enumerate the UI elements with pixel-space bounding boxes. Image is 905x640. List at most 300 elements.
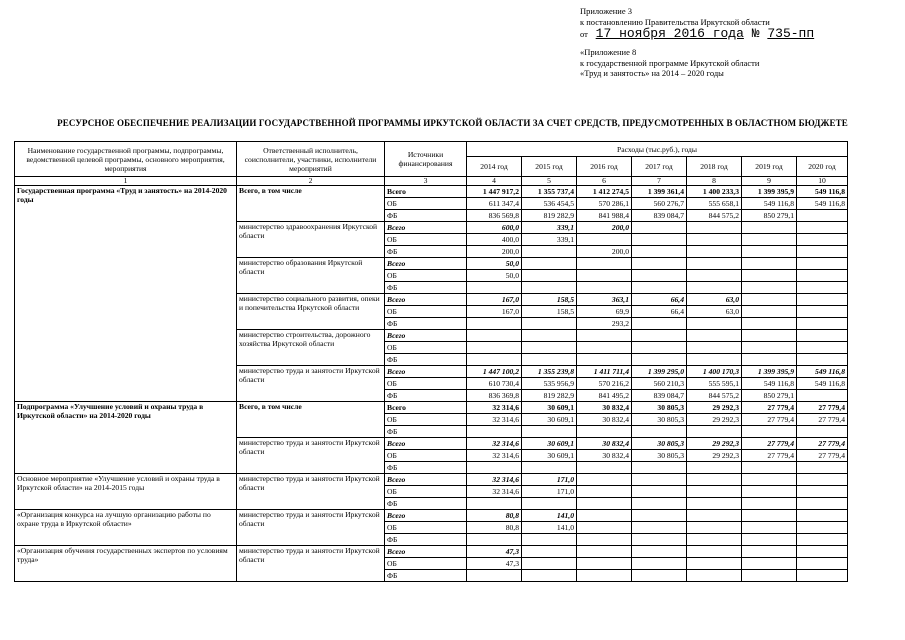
year-header: 2014 год [467,157,522,177]
table-row [15,510,848,522]
amount-cell: 819 282,9 [522,210,577,222]
program-name-cell: Государственная программа «Труд и занятость» на 2014-2020 годы [15,186,237,402]
source-cell: ОБ [385,522,467,534]
executor-cell: министерство здравоохранения Иркутской области [237,222,385,258]
amount-cell [687,486,742,498]
amount-cell: 1 399 395,9 [742,186,797,198]
amount-cell [687,258,742,270]
amount-cell: 841 495,2 [577,390,632,402]
amount-cell [632,222,687,234]
amount-cell [797,258,848,270]
amount-cell [577,270,632,282]
amount-cell: 27 779,4 [797,438,848,450]
amount-cell [632,462,687,474]
amount-cell [797,210,848,222]
amount-cell [522,270,577,282]
amount-cell: 27 779,4 [797,402,848,414]
amount-cell [577,342,632,354]
program-name-cell: «Организация конкурса на лучшую организацию работы по охране труда в Иркутской области» [15,510,237,546]
amount-cell [742,246,797,258]
amount-cell [577,330,632,342]
amount-cell: 32 314,6 [467,486,522,498]
amount-cell [577,534,632,546]
source-cell: Всего [385,366,467,378]
year-header: 2016 год [577,157,632,177]
amount-cell [577,522,632,534]
executor-cell: Всего, в том числе [237,402,385,438]
program-name-cell: «Организация обучения государственных экспертов по условиям труда» [15,546,237,582]
amount-cell: 63,0 [687,306,742,318]
amount-cell: 1 399 395,9 [742,366,797,378]
column-index: 7 [632,177,687,186]
amount-cell: 850 279,1 [742,390,797,402]
amount-cell [687,546,742,558]
amount-cell: 30 832,4 [577,402,632,414]
amount-cell: 1 400 233,3 [687,186,742,198]
amount-cell: 171,0 [522,486,577,498]
amount-cell [742,546,797,558]
amount-cell: 30 805,3 [632,450,687,462]
amount-cell [687,570,742,582]
amount-cell [522,558,577,570]
amount-cell [742,282,797,294]
amount-cell [797,426,848,438]
program-name-cell: Подпрограмма «Улучшение условий и охраны труда в Иркутской области» на 2014-2020 годы [15,402,237,474]
amount-cell: 836 569,8 [467,210,522,222]
amount-cell [467,354,522,366]
source-cell: ФБ [385,246,467,258]
amount-cell: 66,4 [632,306,687,318]
column-index: 2 [237,177,385,186]
amount-cell [522,258,577,270]
table-row [15,474,848,486]
amount-cell: 850 279,1 [742,210,797,222]
source-cell: ФБ [385,570,467,582]
amount-cell: 570 286,1 [577,198,632,210]
amount-cell: 158,5 [522,306,577,318]
amount-cell: 27 779,4 [742,414,797,426]
source-cell: Всего [385,258,467,270]
amount-cell: 536 454,5 [522,198,577,210]
amount-cell: 30 805,3 [632,414,687,426]
amount-cell: 30 805,3 [632,402,687,414]
amount-cell [632,522,687,534]
amount-cell [522,498,577,510]
amount-cell: 1 355 239,8 [522,366,577,378]
amount-cell: 549 116,8 [797,186,848,198]
amount-cell [632,282,687,294]
source-cell: Всего [385,438,467,450]
amount-cell [742,558,797,570]
column-index: 5 [522,177,577,186]
amount-cell [632,330,687,342]
amount-cell [467,570,522,582]
source-cell: ФБ [385,498,467,510]
amount-cell: 560 276,7 [632,198,687,210]
amount-cell: 1 447 100,2 [467,366,522,378]
amount-cell: 400,0 [467,234,522,246]
amount-cell: 171,0 [522,474,577,486]
resource-table [14,141,848,582]
amount-cell [577,498,632,510]
amount-cell: 610 730,4 [467,378,522,390]
amount-cell: 50,0 [467,270,522,282]
amount-cell [687,354,742,366]
amount-cell: 549 116,8 [797,198,848,210]
document-header [580,6,814,79]
source-cell: ФБ [385,354,467,366]
amount-cell [797,306,848,318]
amount-cell [467,330,522,342]
amount-cell [687,534,742,546]
executor-cell: Всего, в том числе [237,186,385,222]
amount-cell [467,426,522,438]
amount-cell [797,498,848,510]
amount-cell: 1 412 274,5 [577,186,632,198]
amount-cell: 32 314,6 [467,474,522,486]
source-cell: ОБ [385,234,467,246]
amount-cell [687,522,742,534]
amount-cell: 30 832,4 [577,450,632,462]
source-cell: ФБ [385,534,467,546]
amount-cell: 30 832,4 [577,414,632,426]
amount-cell [577,546,632,558]
amount-cell [742,354,797,366]
amount-cell [522,246,577,258]
amount-cell [522,462,577,474]
amount-cell: 30 609,1 [522,402,577,414]
amount-cell: 549 116,8 [797,378,848,390]
amount-cell [742,462,797,474]
amount-cell: 549 116,8 [742,378,797,390]
amount-cell [797,318,848,330]
amount-cell [797,474,848,486]
amount-cell [577,558,632,570]
amount-cell [632,498,687,510]
amount-cell [797,330,848,342]
amount-cell: 29 292,3 [687,402,742,414]
annex-label: «Приложение 8 [580,47,637,57]
amount-cell [687,426,742,438]
amount-cell [632,546,687,558]
amount-cell: 32 314,6 [467,450,522,462]
amount-cell: 32 314,6 [467,414,522,426]
amount-cell [632,534,687,546]
amount-cell: 549 116,8 [742,198,797,210]
amount-cell: 30 609,1 [522,414,577,426]
amount-cell [797,234,848,246]
amount-cell [522,426,577,438]
amount-cell [577,474,632,486]
amount-cell: 47,3 [467,546,522,558]
resolution-ref: к постановлению Правительства Иркутской области [580,16,770,27]
amount-cell: 167,0 [467,306,522,318]
amount-cell [467,282,522,294]
amount-cell [632,270,687,282]
source-cell: ФБ [385,210,467,222]
amount-cell [632,258,687,270]
amount-cell [797,246,848,258]
amount-cell: 69,9 [577,306,632,318]
amount-cell [632,474,687,486]
amount-cell: 66,4 [632,294,687,306]
source-cell: ОБ [385,486,467,498]
amount-cell [797,558,848,570]
source-cell: Всего [385,222,467,234]
amount-cell [742,234,797,246]
amount-cell: 839 084,7 [632,390,687,402]
program-ref: к государственной программе Иркутской области [580,57,760,68]
amount-cell [577,510,632,522]
amount-cell [797,570,848,582]
amount-cell [522,282,577,294]
amount-cell: 80,8 [467,510,522,522]
amount-cell [742,342,797,354]
amount-cell [577,258,632,270]
amount-cell [742,570,797,582]
column-index: 6 [577,177,632,186]
amount-cell [632,246,687,258]
amount-cell: 30 805,3 [632,438,687,450]
amount-cell [522,570,577,582]
column-index: 8 [687,177,742,186]
source-cell: Всего [385,294,467,306]
source-cell: Всего [385,546,467,558]
amount-cell: 200,0 [577,246,632,258]
amount-cell: 29 292,3 [687,450,742,462]
amount-cell [742,486,797,498]
amount-cell [687,342,742,354]
amount-cell: 30 609,1 [522,438,577,450]
table-row [15,402,848,414]
amount-cell [632,570,687,582]
year-header: 2018 год [687,157,742,177]
executor-cell: министерство социального развития, опеки и попечительства Иркутской области [237,294,385,330]
col-header-source: Источники финансирования [385,142,467,177]
amount-cell [522,354,577,366]
amount-cell: 339,1 [522,234,577,246]
amount-cell: 819 282,9 [522,390,577,402]
amount-cell [632,510,687,522]
amount-cell [797,282,848,294]
amount-cell: 141,0 [522,510,577,522]
amount-cell: 570 216,2 [577,378,632,390]
amount-cell: 560 210,3 [632,378,687,390]
amount-cell: 1 447 917,2 [467,186,522,198]
amount-cell [797,546,848,558]
amount-cell [687,474,742,486]
amount-cell [632,558,687,570]
amount-cell [467,498,522,510]
amount-cell [797,510,848,522]
col-header-expenses: Расходы (тыс.руб.), годы [467,142,848,157]
amount-cell: 555 658,1 [687,198,742,210]
amount-cell [687,222,742,234]
amount-cell [632,486,687,498]
amount-cell: 841 988,4 [577,210,632,222]
amount-cell: 555 595,1 [687,378,742,390]
amount-cell: 29 292,3 [687,438,742,450]
amount-cell [742,270,797,282]
col-header-executor: Ответственный исполнитель, соисполнители, участники, исполнители мероприятий [237,142,385,177]
amount-cell: 167,0 [467,294,522,306]
source-cell: Всего [385,402,467,414]
source-cell: Всего [385,186,467,198]
amount-cell: 32 314,6 [467,402,522,414]
amount-cell [687,330,742,342]
amount-cell: 27 779,4 [742,438,797,450]
amount-cell [577,462,632,474]
column-index: 9 [742,177,797,186]
source-cell: ОБ [385,450,467,462]
amount-cell [742,294,797,306]
amount-cell [467,534,522,546]
source-cell: ОБ [385,378,467,390]
amount-cell [577,282,632,294]
amount-cell [522,318,577,330]
amount-cell: 1 400 170,3 [687,366,742,378]
source-cell: ОБ [385,198,467,210]
source-cell: ФБ [385,318,467,330]
amount-cell [797,390,848,402]
amount-cell: 200,0 [577,222,632,234]
table-row [15,546,848,558]
amount-cell [522,534,577,546]
amount-cell [797,486,848,498]
amount-cell [577,354,632,366]
year-header: 2015 год [522,157,577,177]
date-value: 17 ноября 2016 года [595,26,744,41]
amount-cell [687,282,742,294]
amount-cell: 293,2 [577,318,632,330]
source-cell: Всего [385,474,467,486]
amount-cell [687,462,742,474]
resolution-date [580,27,814,41]
amount-cell: 200,0 [467,246,522,258]
source-cell: ФБ [385,426,467,438]
year-header: 2017 год [632,157,687,177]
executor-cell: министерство труда и занятости Иркутской области [237,438,385,474]
amount-cell: 30 832,4 [577,438,632,450]
amount-cell [577,486,632,498]
amount-cell [687,318,742,330]
amount-cell: 363,1 [577,294,632,306]
amount-cell: 600,0 [467,222,522,234]
source-cell: Всего [385,510,467,522]
amount-cell [632,318,687,330]
source-cell: ОБ [385,414,467,426]
amount-cell: 611 347,4 [467,198,522,210]
executor-cell: министерство труда и занятости Иркутской области [237,546,385,582]
amount-cell [632,426,687,438]
amount-cell: 836 369,8 [467,390,522,402]
amount-cell [467,318,522,330]
amount-cell: 47,3 [467,558,522,570]
amount-cell: 32 314,6 [467,438,522,450]
table-row [15,186,848,198]
amount-cell: 50,0 [467,258,522,270]
source-cell: ФБ [385,390,467,402]
amount-cell: 339,1 [522,222,577,234]
column-index: 1 [15,177,237,186]
source-cell: ОБ [385,558,467,570]
amount-cell [632,234,687,246]
amount-cell [577,570,632,582]
amount-cell [687,270,742,282]
amount-cell: 29 292,3 [687,414,742,426]
source-cell: ФБ [385,462,467,474]
year-header: 2019 год [742,157,797,177]
amount-cell [742,522,797,534]
amount-cell [797,354,848,366]
amount-cell [742,534,797,546]
amount-cell [797,342,848,354]
executor-cell: министерство образования Иркутской области [237,258,385,294]
program-name-cell: Основное мероприятие «Улучшение условий и охраны труда в Иркутской области» на 2014-2015 годы [15,474,237,510]
amount-cell [742,330,797,342]
amount-cell: 844 575,2 [687,210,742,222]
page-title: РЕСУРСНОЕ ОБЕСПЕЧЕНИЕ РЕАЛИЗАЦИИ ГОСУДАРСТВЕННОЙ ПРОГРАММЫ ИРКУТСКОЙ ОБЛАСТИ ЗА СЧЕТ СРЕДСТВ, ПРЕДУСМОТРЕННЫХ В ОБЛАСТНОМ БЮДЖЕТЕ [57,118,848,128]
amount-cell [797,294,848,306]
amount-cell [522,330,577,342]
amount-cell: 80,8 [467,522,522,534]
executor-cell: министерство труда и занятости Иркутской области [237,366,385,402]
amount-cell [742,306,797,318]
executor-cell: министерство труда и занятости Иркутской области [237,510,385,546]
amount-cell [797,270,848,282]
amount-cell [742,474,797,486]
amount-cell [522,342,577,354]
amount-cell: 839 084,7 [632,210,687,222]
column-index: 10 [797,177,848,186]
executor-cell: министерство строительства, дорожного хозяйства Иркутской области [237,330,385,366]
col-header-name: Наименование государственной программы, подпрограммы, ведомственной целевой программы, основного мероприятия, мероприятия [15,142,237,177]
amount-cell [687,558,742,570]
amount-cell [577,426,632,438]
amount-cell: 1 411 711,4 [577,366,632,378]
number-value: 735-пп [767,26,815,41]
amount-cell [687,246,742,258]
column-index: 3 [385,177,467,186]
amount-cell [797,222,848,234]
executor-cell: министерство труда и занятости Иркутской области [237,474,385,510]
source-cell: Всего [385,330,467,342]
amount-cell [687,234,742,246]
amount-cell [742,222,797,234]
column-index: 4 [467,177,522,186]
amount-cell [742,498,797,510]
amount-cell [687,510,742,522]
amount-cell: 549 116,8 [797,366,848,378]
amount-cell: 1 399 361,4 [632,186,687,198]
year-header: 2020 год [797,157,848,177]
appendix-label: Приложение 3 [580,6,632,16]
amount-cell [742,258,797,270]
amount-cell [632,354,687,366]
number-prefix: № [751,26,760,41]
source-cell: ФБ [385,282,467,294]
amount-cell: 27 779,4 [742,450,797,462]
amount-cell [577,234,632,246]
amount-cell [522,546,577,558]
amount-cell [687,498,742,510]
date-prefix: от [580,29,588,39]
amount-cell [632,342,687,354]
amount-cell [797,534,848,546]
amount-cell: 27 779,4 [797,414,848,426]
amount-cell: 158,5 [522,294,577,306]
amount-cell: 30 609,1 [522,450,577,462]
